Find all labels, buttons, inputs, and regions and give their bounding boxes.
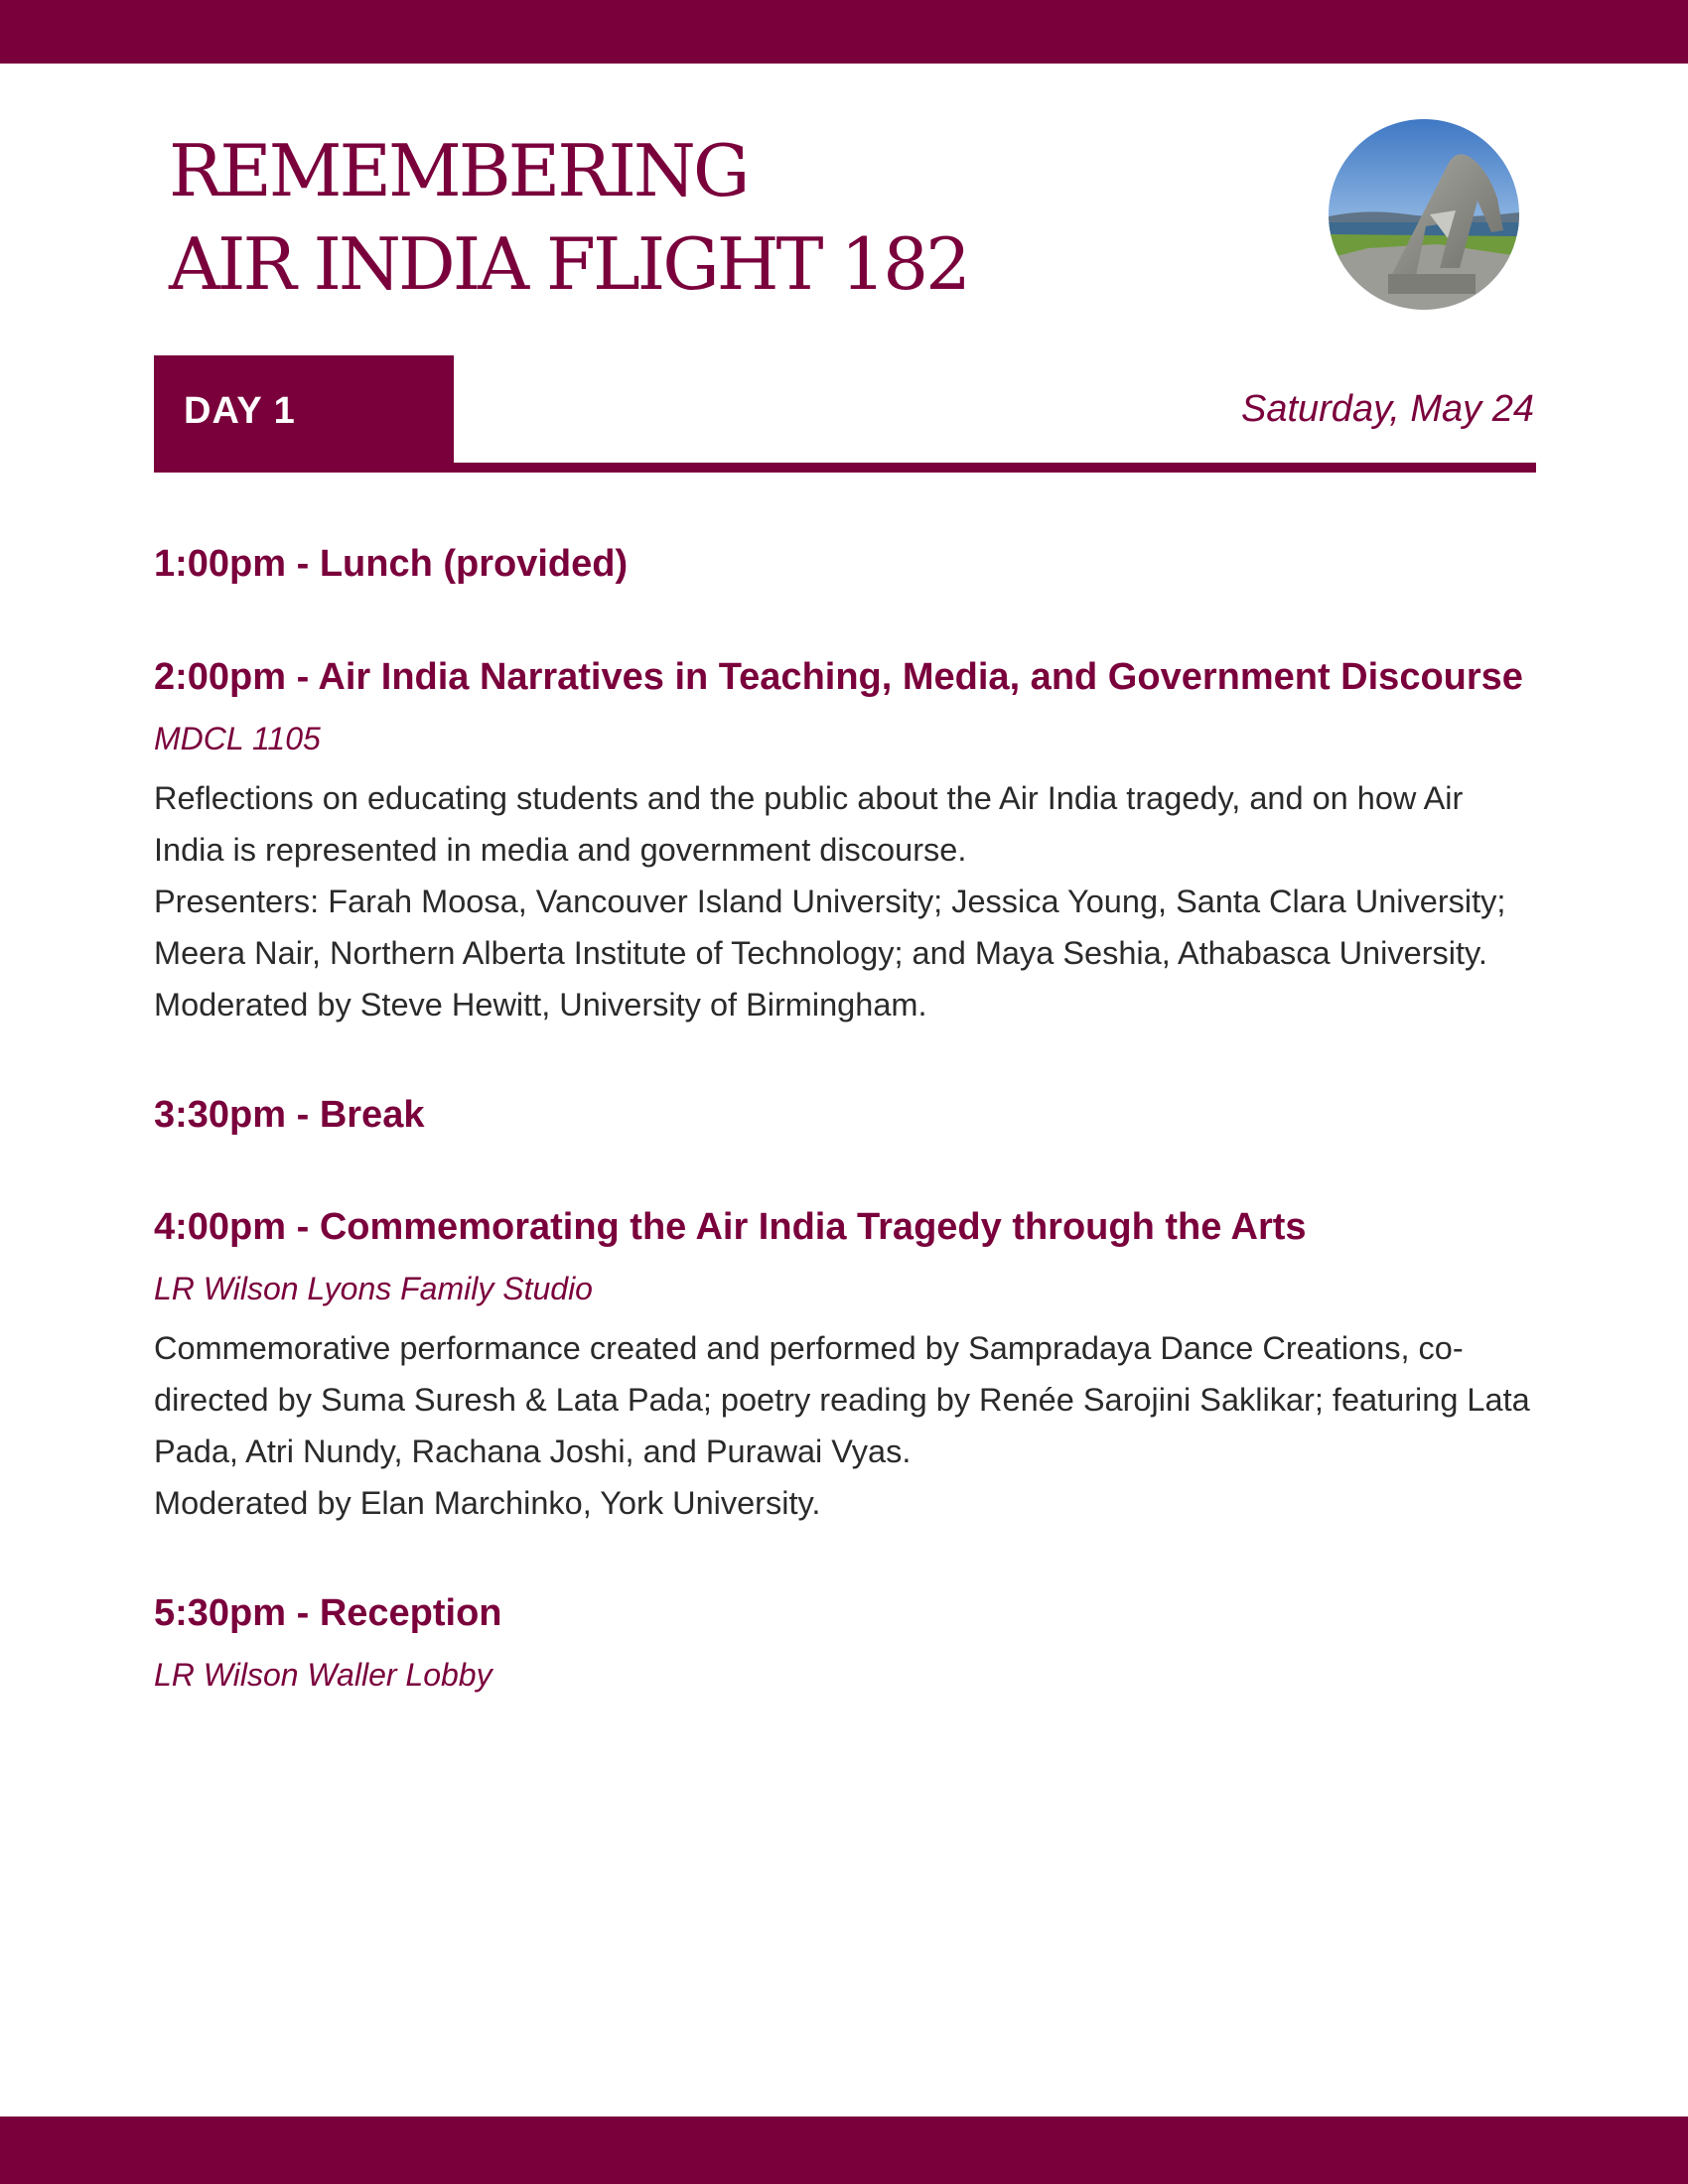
event-description xyxy=(154,772,1536,1030)
title-line-2: AIR INDIA FLIGHT 182 xyxy=(169,222,968,306)
description-paragraph: Commemorative performance created and performed by Sampradaya Dance Creations, co-directed by Suma Suresh & Lata Pada; poetry reading by Renée Sarojini Saklikar; featuring Lata Pada, Atri Nundy, Rachana Joshi, and Purawai Vyas. xyxy=(154,1330,1530,1469)
memorial-photo xyxy=(1329,119,1519,310)
event-location: MDCL 1105 xyxy=(154,721,321,756)
event-description xyxy=(154,1322,1536,1529)
description-paragraph: Reflections on educating students and the public about the Air India tragedy, and on how Air India is represented in media and government discourse. xyxy=(154,780,1464,868)
event-location: LR Wilson Waller Lobby xyxy=(154,1657,492,1693)
title-line-1: REMEMBERING xyxy=(169,129,748,212)
event-title: 3:30pm - Break xyxy=(154,1094,425,1136)
event-reception xyxy=(154,1593,1536,1695)
presenters-text: Presenters: Farah Moosa, Vancouver Island University; Jessica Young, Santa Clara University; Meera Nair, Northern Alberta Institute of Technology; and Maya Seshia, Athabasca University. xyxy=(154,884,1506,971)
day-label: DAY 1 xyxy=(184,390,296,432)
event-location: LR Wilson Lyons Family Studio xyxy=(154,1271,593,1306)
memorial-sculpture-icon xyxy=(1329,119,1519,310)
schedule xyxy=(154,544,1536,1695)
day-date: Saturday, May 24 xyxy=(1240,388,1534,430)
event-arts-commemoration xyxy=(154,1207,1536,1529)
event-lunch xyxy=(154,544,1536,585)
day-tab xyxy=(154,355,454,473)
top-band xyxy=(0,0,1688,64)
moderator-text: Moderated by Steve Hewitt, University of Birmingham. xyxy=(154,987,927,1023)
event-narratives-panel xyxy=(154,657,1536,1030)
page-title xyxy=(169,124,968,311)
event-title: 2:00pm - Air India Narratives in Teaching, Media, and Government Discourse xyxy=(154,656,1523,698)
event-break xyxy=(154,1095,1536,1136)
event-title: 5:30pm - Reception xyxy=(154,1592,502,1634)
bottom-band xyxy=(0,2116,1688,2184)
day-divider xyxy=(154,463,1536,473)
moderator-text: Moderated by Elan Marchinko, York University. xyxy=(154,1485,821,1521)
event-title: 1:00pm - Lunch (provided) xyxy=(154,543,629,585)
event-title: 4:00pm - Commemorating the Air India Tragedy through the Arts xyxy=(154,1206,1307,1248)
